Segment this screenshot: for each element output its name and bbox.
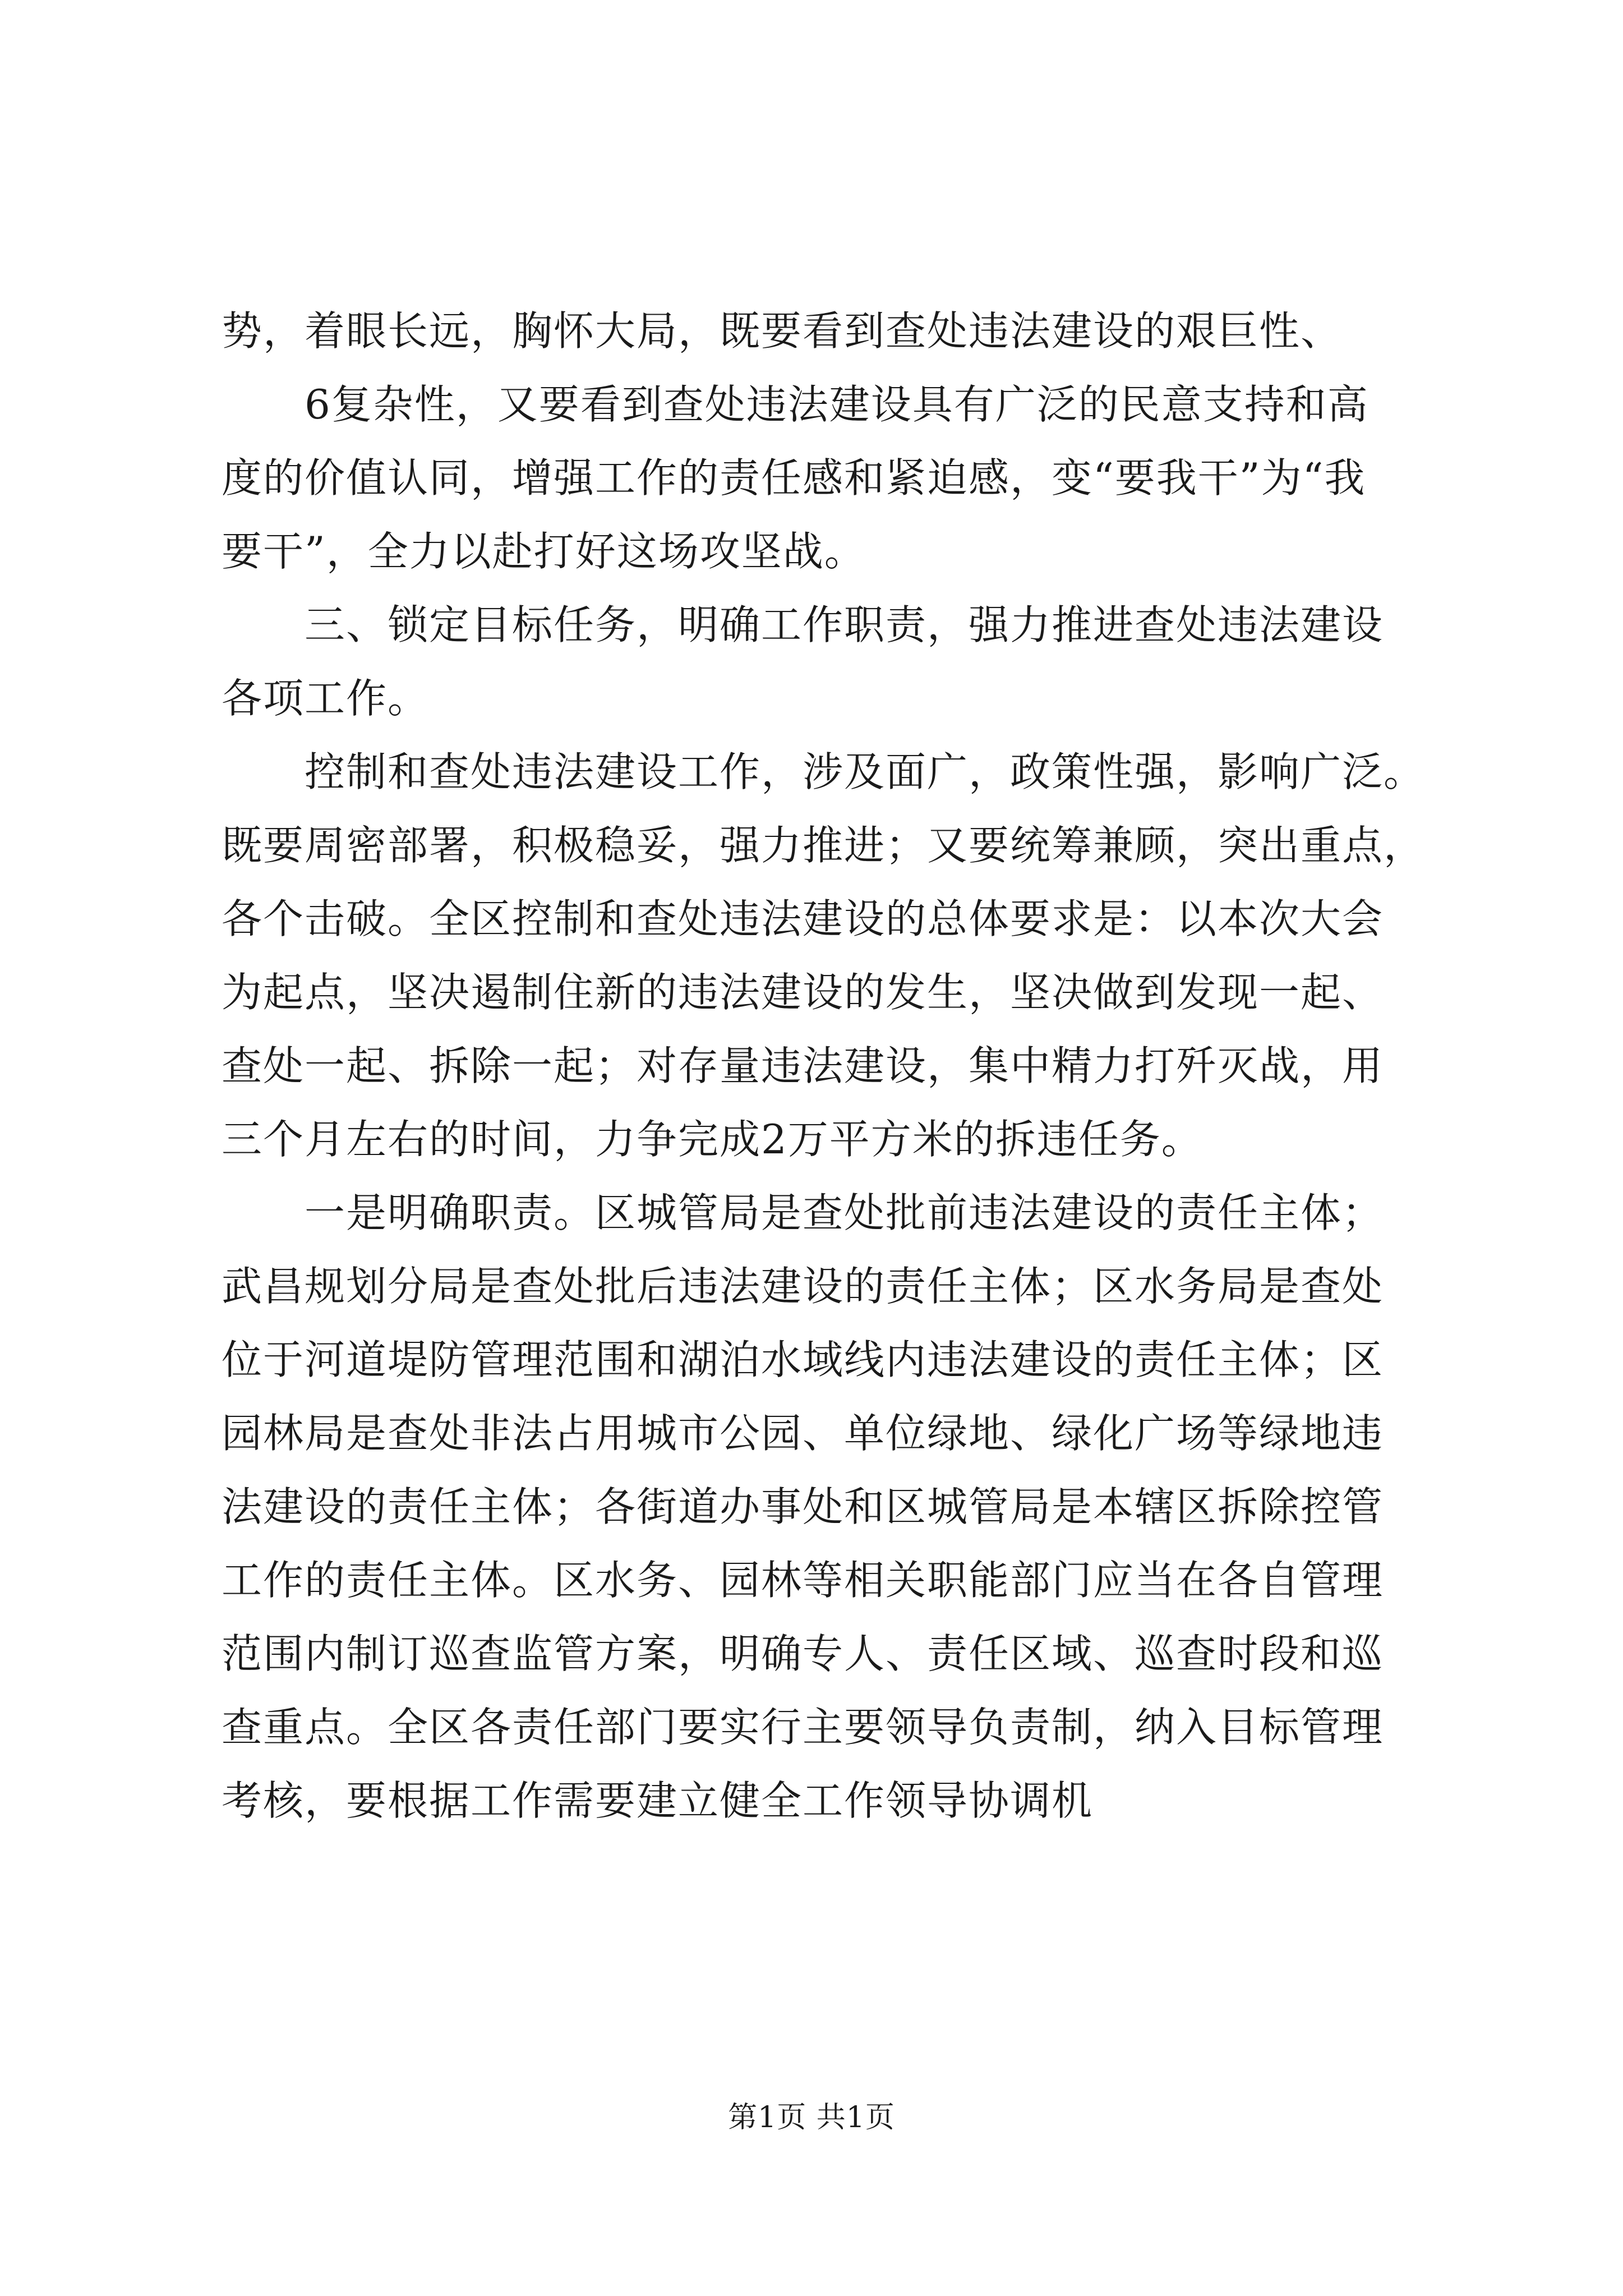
text-line: 要干”，全力以赴打好这场攻坚战。: [222, 528, 866, 575]
text-line: 势，着眼长远，胸怀大局，既要看到查处违法建设的艰巨性、: [222, 307, 1343, 355]
text-line: 为起点，坚决遏制住新的违法建设的发生，坚决做到发现一起、: [222, 969, 1384, 1016]
text-line: 6复杂性，又要看到查处违法建设具有广泛的民意支持和高: [222, 381, 1369, 428]
text-line: 各项工作。: [222, 675, 430, 722]
text-line: 范围内制订巡查监管方案，明确专人、责任区域、巡查时段和巡: [222, 1630, 1384, 1677]
page-footer: [0, 2098, 1623, 2137]
text-line: 查处一起、拆除一起；对存量违法建设，集中精力打歼灭战，用: [222, 1042, 1384, 1089]
text-line: 法建设的责任主体；各街道办事处和区城管局是本辖区拆除控管: [222, 1483, 1384, 1530]
text-line: 控制和查处违法建设工作，涉及面广，政策性强，影响广泛。: [222, 748, 1426, 795]
text-line: 度的价值认同，增强工作的责任感和紧迫感，变“要我干”为“我: [222, 454, 1366, 501]
text-line: 工作的责任主体。区水务、园林等相关职能部门应当在各自管理: [222, 1557, 1384, 1604]
text-line: 一是明确职责。区城管局是查处批前违法建设的责任主体；: [222, 1189, 1384, 1236]
text-line: 三个月左右的时间，力争完成2万平方米的拆违任务。: [222, 1116, 1203, 1163]
text-line: 三、锁定目标任务，明确工作职责，强力推进查处违法建设: [222, 601, 1384, 648]
text-line: 各个击破。全区控制和查处违法建设的总体要求是：以本次大会: [222, 895, 1384, 942]
text-line: 查重点。全区各责任部门要实行主要领导负责制，纳入目标管理: [222, 1704, 1384, 1751]
document-body: [222, 295, 1427, 1838]
text-line: 既要周密部署，积极稳妥，强力推进；又要统筹兼顾，突出重点，: [222, 822, 1426, 869]
text-line: 位于河道堤防管理范围和湖泊水域线内违法建设的责任主体；区: [222, 1336, 1384, 1383]
text-line: 园林局是查处非法占用城市公园、单位绿地、绿化广场等绿地违: [222, 1410, 1384, 1457]
page-number: 第1页 共1页: [728, 2101, 895, 2134]
text-line: 考核，要根据工作需要建立健全工作领导协调机: [222, 1777, 1094, 1824]
text-line: 武昌规划分局是查处批后违法建设的责任主体；区水务局是查处: [222, 1263, 1384, 1310]
